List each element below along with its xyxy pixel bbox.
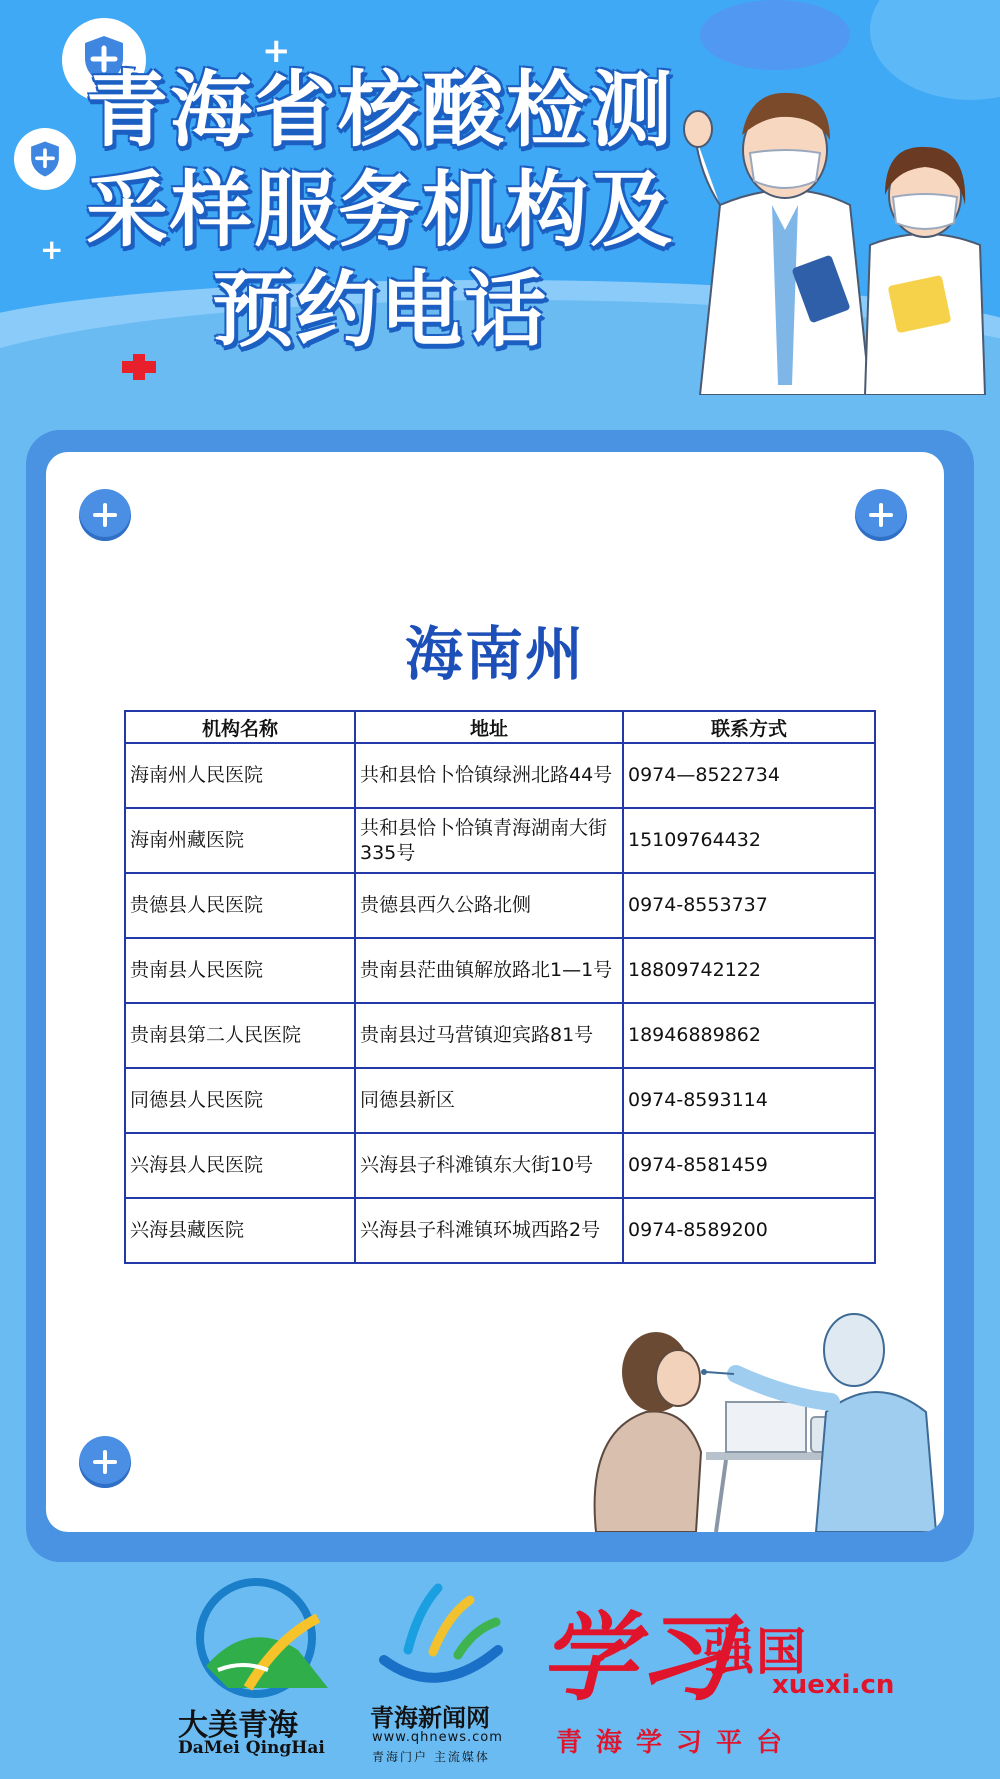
qhnews-logo <box>378 1580 508 1695</box>
institution-table <box>124 710 876 1264</box>
xuexi-title: 强国 <box>704 1623 808 1681</box>
doctors-illustration <box>680 55 990 395</box>
qhnews-title: 青海新闻网 <box>370 1704 490 1732</box>
cell-name: 兴海县人民医院 <box>125 1133 355 1198</box>
cell-address: 贵南县茫曲镇解放路北1—1号 <box>355 938 623 1003</box>
cell-phone: 18946889862 <box>623 1003 875 1068</box>
table-row <box>125 1068 875 1133</box>
column-header: 机构名称 <box>125 711 355 743</box>
damei-qinghai-subtitle: DaMei QingHai <box>178 1738 325 1758</box>
title-line: 采样服务机构及 <box>85 162 674 258</box>
cell-phone: 0974—8522734 <box>623 743 875 808</box>
column-header: 联系方式 <box>623 711 875 743</box>
column-header: 地址 <box>355 711 623 743</box>
cell-phone: 18809742122 <box>623 938 875 1003</box>
table-row <box>125 1003 875 1068</box>
table-row <box>125 873 875 938</box>
table-row <box>125 938 875 1003</box>
cell-address: 兴海县子科滩镇环城西路2号 <box>355 1198 623 1263</box>
cell-name: 兴海县藏医院 <box>125 1198 355 1263</box>
sparkle-icon: + <box>262 31 291 71</box>
cell-phone: 0974-8581459 <box>623 1133 875 1198</box>
cell-address: 贵南县过马营镇迎宾路81号 <box>355 1003 623 1068</box>
content-card <box>46 452 944 1532</box>
cell-name: 海南州人民医院 <box>125 743 355 808</box>
xuexi-url: xuexi.cn <box>772 1670 895 1700</box>
table-header-row <box>125 711 875 743</box>
damei-qinghai-logo <box>188 1578 338 1703</box>
qhnews-slogan: 青海门户 主流媒体 <box>372 1750 490 1764</box>
xuexi-script-mark: 学习 <box>540 1601 732 1714</box>
table-row <box>125 743 875 808</box>
cell-phone: 15109764432 <box>623 808 875 873</box>
cell-name: 同德县人民医院 <box>125 1068 355 1133</box>
cell-address: 共和县恰卜恰镇青海湖南大街335号 <box>355 808 623 873</box>
table-row <box>125 808 875 873</box>
cell-address: 贵德县西久公路北侧 <box>355 873 623 938</box>
cell-address: 兴海县子科滩镇东大街10号 <box>355 1133 623 1198</box>
cell-phone: 0974-8553737 <box>623 873 875 938</box>
plus-icon <box>79 1436 131 1488</box>
cell-address: 同德县新区 <box>355 1068 623 1133</box>
cell-phone: 0974-8593114 <box>623 1068 875 1133</box>
table-row <box>125 1198 875 1263</box>
title-line: 预约电话 <box>211 262 548 358</box>
cell-name: 海南州藏医院 <box>125 808 355 873</box>
plus-icon <box>79 489 131 541</box>
cell-phone: 0974-8589200 <box>623 1198 875 1263</box>
sparkle-icon: + <box>40 233 64 266</box>
region-title: 海南州 <box>404 620 585 688</box>
page-title <box>60 60 700 360</box>
title-line: 青海省核酸检测 <box>85 62 674 158</box>
cell-name: 贵德县人民医院 <box>125 873 355 938</box>
table-row <box>125 1133 875 1198</box>
swab-test-illustration <box>586 1302 944 1532</box>
xuexi-platform-name: 青海学习平台 <box>556 1728 797 1758</box>
plus-icon <box>855 489 907 541</box>
qhnews-url: www.qhnews.com <box>372 1730 503 1745</box>
cell-name: 贵南县人民医院 <box>125 938 355 1003</box>
header-banner <box>0 0 1000 420</box>
cell-name: 贵南县第二人民医院 <box>125 1003 355 1068</box>
damei-qinghai-title: 大美青海 <box>178 1708 298 1743</box>
cell-address: 共和县恰卜恰镇绿洲北路44号 <box>355 743 623 808</box>
